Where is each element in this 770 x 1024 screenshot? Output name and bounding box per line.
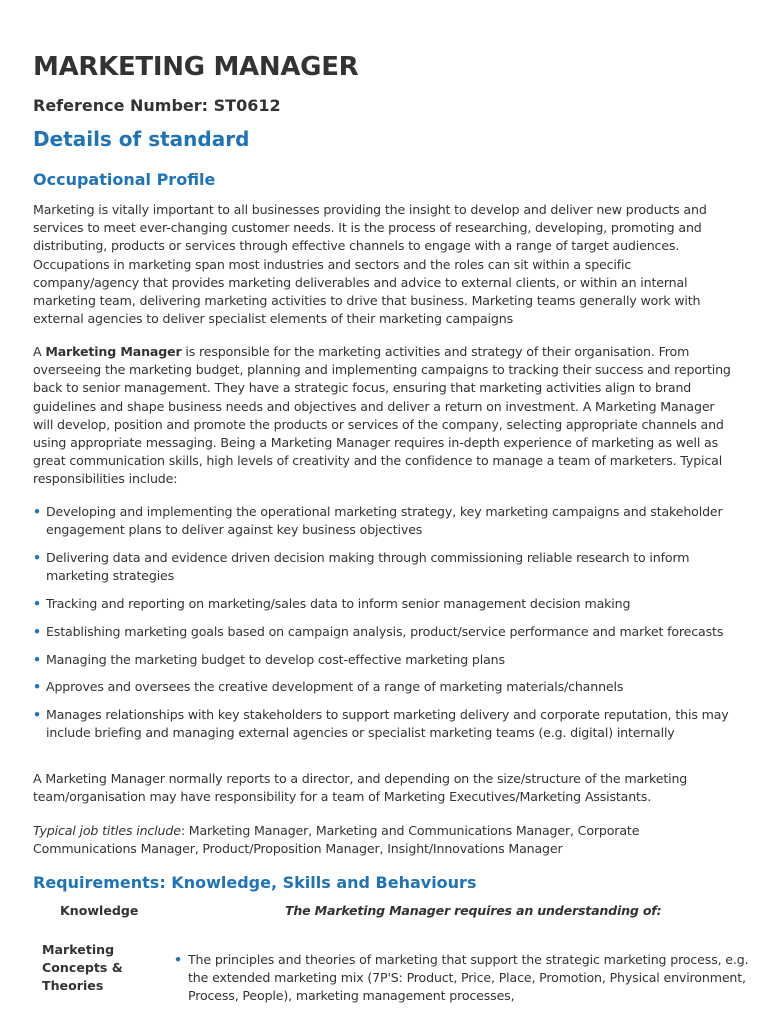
knowledge-row-label: Marketing Concepts & Theories <box>42 942 123 994</box>
list-item-text: Manages relationships with key stakeholders to support marketing delivery and corporate reputation, this may include briefing and managing external agencies or specialist marketing teams (e.g. digital) internally <box>46 707 729 741</box>
list-item <box>33 503 738 539</box>
list-item <box>33 678 738 696</box>
job-titles-label: Typical job titles include <box>33 823 181 838</box>
list-item-text: Establishing marketing goals based on campaign analysis, product/service performance and market forecasts <box>46 623 724 639</box>
responsibilities-list <box>33 503 738 752</box>
bullet-icon: • <box>33 504 41 519</box>
bullet-icon: • <box>33 623 41 639</box>
occupational-profile-paragraph-3: A Marketing Manager normally reports to a director, and depending on the size/structure of the marketing team/organisation may have responsibility for a team of Marketing Executives/Marketing Assistants. <box>33 771 688 805</box>
occupational-profile-paragraph-4 <box>33 822 738 858</box>
bullet-icon: • <box>33 550 41 565</box>
list-item <box>33 623 738 641</box>
knowledge-column-header: Knowledge <box>60 903 139 918</box>
paragraph-2-prefix: A <box>33 344 46 359</box>
list-item-text: Tracking and reporting on marketing/sales data to inform senior management decision making <box>46 596 631 611</box>
bullet-icon: • <box>33 679 41 695</box>
bullet-icon: • <box>174 952 182 967</box>
bullet-icon: • <box>33 651 41 667</box>
list-item-text: Delivering data and evidence driven decision making through commissioning reliable research to inform marketing strategies <box>46 550 690 584</box>
occupational-profile-heading: Occupational Profile <box>33 170 216 189</box>
knowledge-row-text <box>174 951 752 1006</box>
knowledge-row-description: The principles and theories of marketing that support the strategic marketing process, e.g. the extended marketing mix (7P'S: Product, Price, Place, Promotion, Physical environment, Process, People), marketing management processes, <box>188 952 749 1004</box>
bullet-icon: • <box>33 707 41 723</box>
list-item <box>33 706 738 742</box>
reference-number: Reference Number: ST0612 <box>33 96 281 115</box>
section-title: Details of standard <box>33 127 250 151</box>
list-item <box>33 651 738 669</box>
paragraph-2-bold-term: Marketing Manager <box>45 344 182 359</box>
job-titles-list: : Marketing Manager, Marketing and Communications Manager, Corporate Communications Manager, Product/Proposition Manager, Insight/Innovations Manager <box>33 823 640 857</box>
knowledge-intro: The Marketing Manager requires an understanding of: <box>285 903 662 918</box>
bullet-icon: • <box>33 596 41 611</box>
list-item <box>33 595 738 613</box>
list-item <box>33 549 738 585</box>
occupational-profile-paragraph-2 <box>33 343 738 489</box>
paragraph-2-rest: is responsible for the marketing activities and strategy of their organisation. From overseeing the marketing budget, planning and implementing campaigns to tracking their success and reporting back to senior management. They have a strategic focus, ensuring that marketing activities align to brand guidelines and shape business needs and objectives and deliver a return on investment. A Marketing Manager will develop, position and promote the products or services of the company, selecting appropriate channels and using appropriate messaging. Being a Marketing Manager requires in-depth experience of marketing as well as great communication skills, high levels of creativity and the confidence to manage a team of marketers. Typical responsibilities include: <box>33 344 731 487</box>
requirements-heading: Requirements: Knowledge, Skills and Behaviours <box>33 873 477 892</box>
list-item-text: Approves and oversees the creative development of a range of marketing materials/channels <box>46 679 624 695</box>
list-item-text: Managing the marketing budget to develop cost-effective marketing plans <box>46 651 505 667</box>
list-item-text: Developing and implementing the operational marketing strategy, key marketing campaigns and stakeholder engagement plans to deliver against key business objectives <box>46 504 723 538</box>
page-title: MARKETING MANAGER <box>33 52 359 82</box>
occupational-profile-paragraph-1: Marketing is vitally important to all businesses providing the insight to develop and deliver new products and services to meet ever-changing customer needs. It is the process of researching, developing, promoting and distributing, products or services through effective channels to engage with a range of target audiences. Occupations in marketing span most industries and sectors and the roles can sit within a specific company/agency that provides marketing deliverables and advice to external clients, or within an internal marketing team, delivering marketing activities to drive that business. Marketing teams generally work with external agencies to deliver specialist elements of their marketing campaigns <box>33 202 707 327</box>
